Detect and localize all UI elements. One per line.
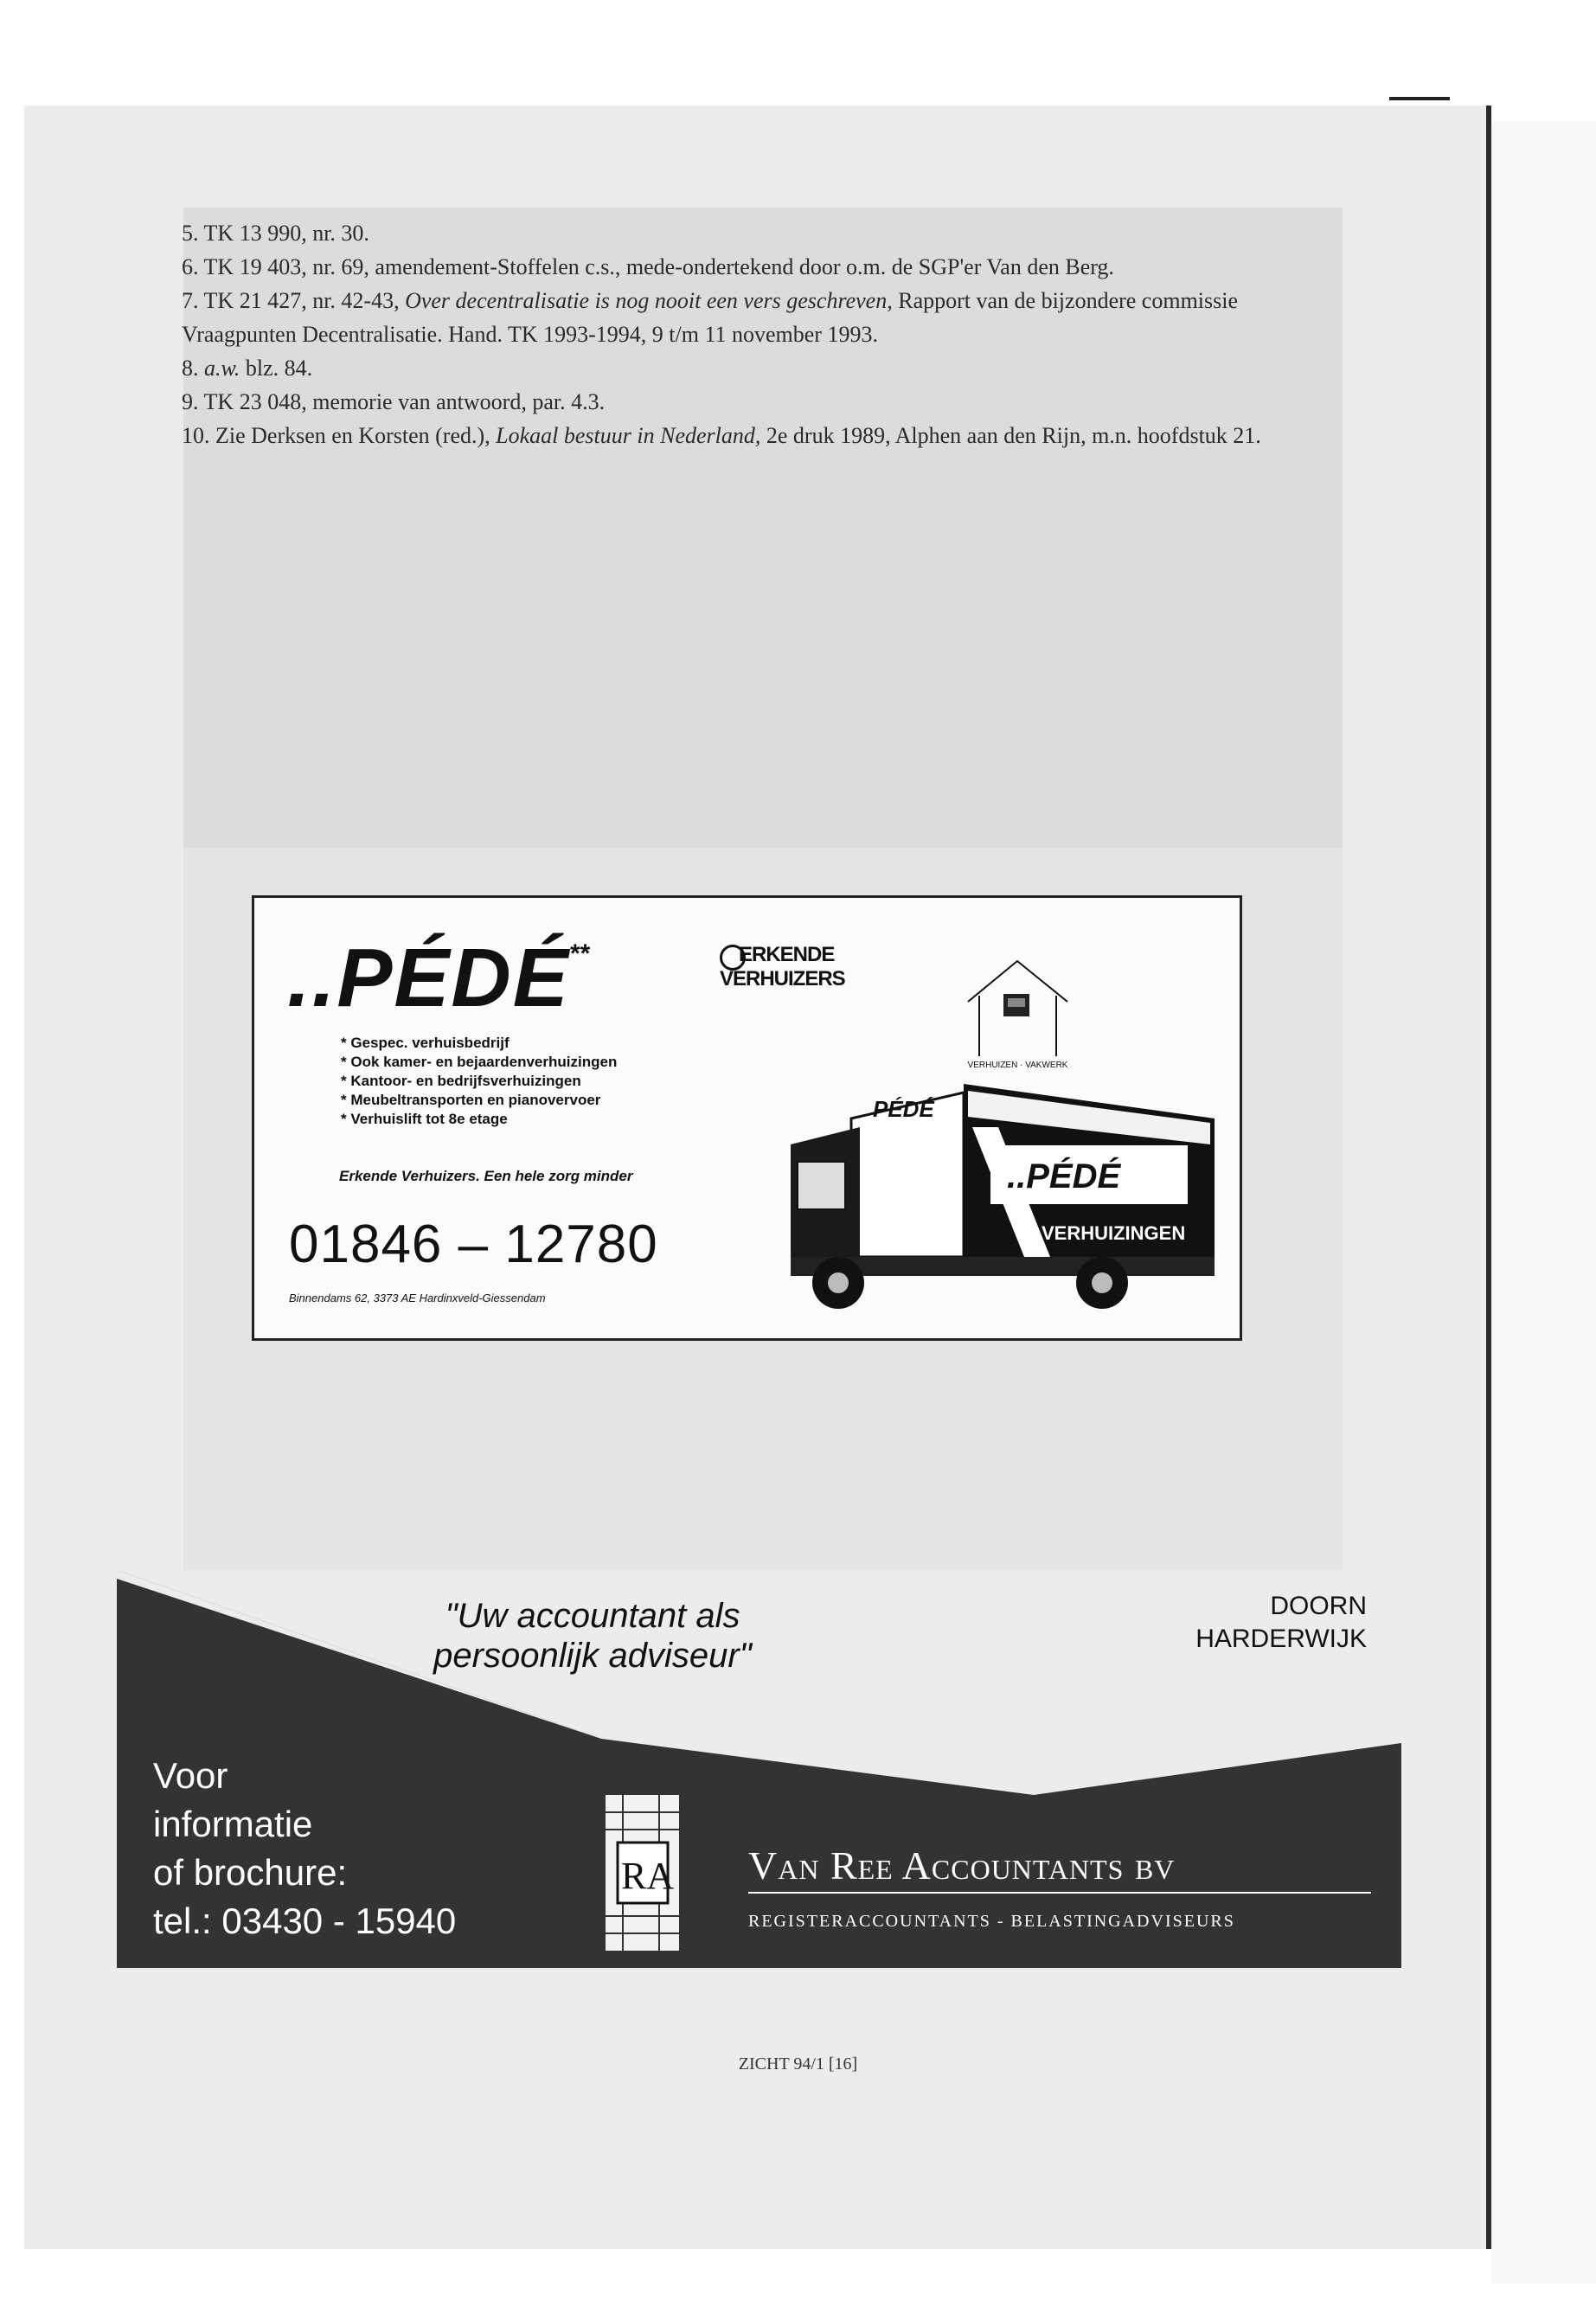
note-7 (182, 284, 1332, 351)
pede-phone: 01846 – 12780 (289, 1215, 658, 1274)
note-7-after: Rapport van de bijzondere commissie Vraagpunten Decentralisatie. Hand. TK 1993-1994, 9 t/m 11 november 1993. (182, 288, 1239, 347)
vanree-info-phone: tel.: 03430 - 15940 (153, 1900, 457, 1941)
ra-logo-icon (606, 1795, 679, 1951)
erkende-verhuizers-badge (720, 941, 849, 1002)
pede-advertisement (252, 895, 1242, 1341)
truck-box-side: VERHUIZINGEN (1042, 1222, 1186, 1244)
vanree-info-line: of brochure: (153, 1852, 348, 1893)
service-item: * Gespec. verhuisbedrijf (341, 1034, 617, 1053)
house-logo-icon (964, 954, 1072, 1080)
note-6: 6. TK 19 403, nr. 69, amendement-Stoffelen c.s., mede-ondertekend door o.m. de SGP'er Van den Berg. (182, 254, 1114, 279)
vanree-firm-subtitle: REGISTERACCOUNTANTS - BELASTINGADVISEURS (748, 1912, 1235, 1931)
pede-slogan: Erkende Verhuizers. Een hele zorg minder (339, 1168, 633, 1184)
vanree-info (153, 1752, 456, 1945)
ra-logo-letters: RA (621, 1855, 675, 1897)
vanree-place-2: HARDERWIJK (1195, 1625, 1367, 1653)
vanree-divider (748, 1892, 1371, 1894)
note-7-before: 7. TK 21 427, nr. 42-43, (182, 288, 406, 313)
note-8-after: blz. 84. (240, 356, 313, 381)
note-5: 5. TK 13 990, nr. 30. (182, 221, 369, 246)
vanree-firm-name: Van Ree Accountants bv (748, 1843, 1176, 1888)
note-10-title: Lokaal bestuur in Nederland, (496, 423, 761, 448)
note-8-before: 8. (182, 356, 204, 381)
vanree-info-line: informatie (153, 1804, 313, 1844)
services-list (341, 1034, 617, 1129)
page-footer: ZICHT 94/1 [16] (738, 2054, 858, 2073)
vanree-info-line: Voor (153, 1755, 228, 1796)
vanree-place-1: DOORN (1270, 1592, 1367, 1620)
service-item: * Ook kamer- en bejaardenverhuizingen (341, 1053, 617, 1072)
pede-logo: ..PÉDÉ (287, 932, 570, 1024)
house-caption: VERHUIZEN · VAKWERK (967, 1061, 1068, 1070)
badge-line-2: VERHUIZERS (720, 967, 845, 990)
truck-cab-text: PÉDÉ (873, 1096, 934, 1122)
pede-logo-mark: ** (570, 939, 591, 968)
next-page-strip (1491, 121, 1596, 2284)
vanree-advertisement (117, 1570, 1401, 1968)
note-10 (182, 419, 1332, 452)
vanree-quote: "Uw accountant als persoonlijk adviseur" (433, 1597, 752, 1675)
service-item: * Kantoor- en bedrijfsverhuizingen (341, 1072, 617, 1091)
service-item: * Meubeltransporten en pianovervoer (341, 1091, 617, 1110)
badge-line-1: ERKENDE (739, 943, 835, 966)
note-7-title: Over decentralisatie is nog nooit een vers geschreven, (405, 288, 893, 313)
service-item: * Verhuislift tot 8e etage (341, 1110, 617, 1129)
note-10-before: 10. Zie Derksen en Korsten (red.), (182, 423, 497, 448)
note-9: 9. TK 23 048, memorie van antwoord, par. 4.3. (182, 389, 606, 414)
footnotes (182, 216, 1332, 452)
moving-truck-image (791, 1084, 1223, 1330)
note-10-after: 2e druk 1989, Alphen aan den Rijn, m.n. hoofdstuk 21. (760, 423, 1261, 448)
corner-mark (1389, 97, 1450, 100)
note-8-title: a.w. (204, 356, 240, 381)
note-8 (182, 351, 1332, 385)
pede-address: Binnendams 62, 3373 AE Hardinxveld-Giessendam (289, 1292, 546, 1304)
truck-box-text: ..PÉDÉ (1007, 1157, 1121, 1195)
